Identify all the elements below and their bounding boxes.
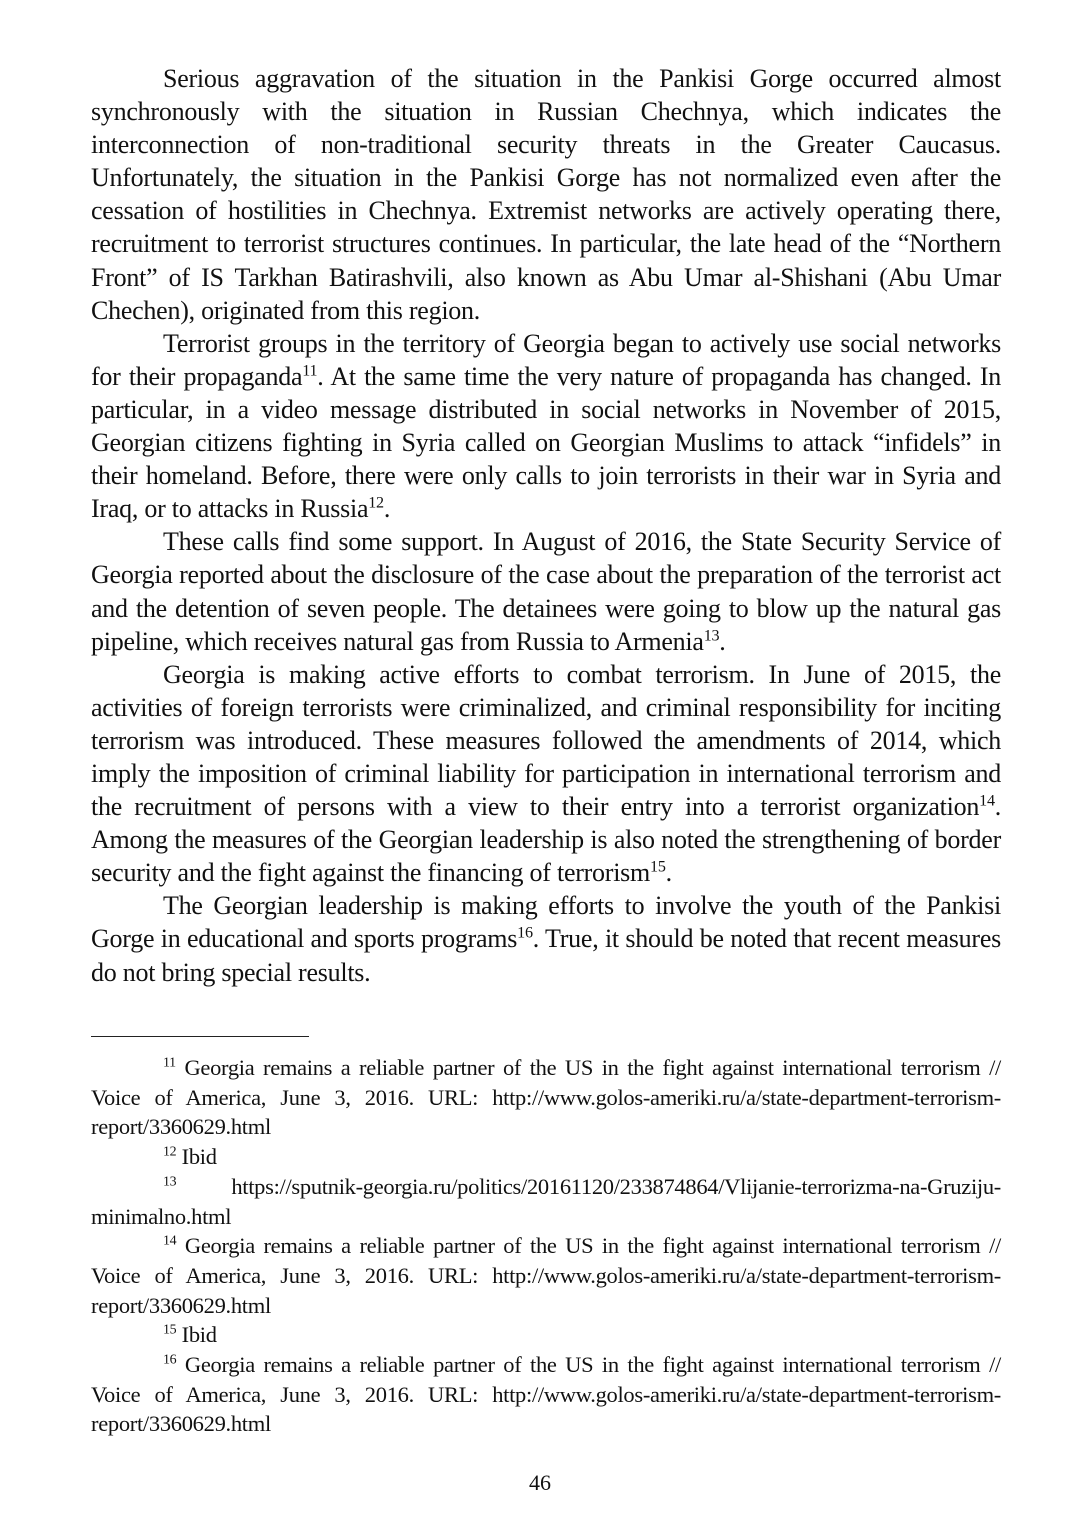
footnotes [91,1053,1001,1439]
footnote-number: 15 [163,1322,177,1338]
paragraph-3 [91,525,1001,657]
footnote-text: https://sputnik-georgia.ru/politics/20161120/233874864/Vlijanie-terrorizma-na-Gruziju-minimalno.html [91,1173,1001,1229]
footnote-16 [91,1350,1001,1439]
footnote-number: 12 [163,1144,177,1160]
footnote-ref-14[interactable]: 14 [979,792,995,810]
paragraph-1-text: Serious aggravation of the situation in the Pankisi Gorge occurred almost synchronously with the situation in Russian Chechnya, which indicates the interconnection of non-traditional security threats in the Greater Caucasus. Unfortunately, the situation in the Pankisi Gorge has not normalized even after the cessation of hostilities in Chechnya. Extremist networks are actively operating there, recruitment to terrorist structures continues. In particular, the late head of the “Northern Front” of IS Tarkhan Batirashvili, also known as Abu Umar al-Shishani (Abu Umar Chechen), originated from this region. [91,64,1001,325]
paragraph-3-text-a: These calls find some support. In August of 2016, the State Security Service of Georgia reported about the disclosure of the case about the preparation of the terrorist act and the detention of seven people. The detainees were going to blow up the natural gas pipeline, which receives natural gas from Russia to Armenia [91,527,1001,656]
footnote-11 [91,1053,1001,1142]
paragraph-5-text-a: The Georgian leadership is making efforts to involve the youth of the Pankisi Gorge in educational and sports programs [91,891,1001,954]
footnote-15 [91,1320,1001,1350]
paragraph-2-text-a: Terrorist groups in the territory of Georgia began to actively use social networks for their propaganda [91,328,1001,391]
footnote-divider [91,1036,309,1037]
paragraph-2 [91,327,1001,526]
paragraph-4-text-c: . [665,858,672,888]
footnote-13 [91,1172,1001,1231]
paragraph-5-text-b: . True, it should be noted that recent measures do not bring special results. [91,924,1001,987]
footnote-text: Georgia remains a reliable partner of the US in the fight against international terrorism // Voice of America, June 3, 2016. URL: http://www.golos-ameriki.ru/a/state-department-terrorism-report/3360629.html [91,1055,1001,1140]
page-number: 46 [529,1470,551,1495]
footnote-14 [91,1231,1001,1320]
paragraph-4 [91,658,1001,890]
footnote-ref-13[interactable]: 13 [703,626,720,644]
footnote-number: 13 [163,1174,177,1190]
paragraph-4-text-a: Georgia is making active efforts to combat terrorism. In June of 2015, the activities of foreign terrorists were criminalized, and criminal responsibility for inciting terrorism was introduced. These measures followed the amendments of 2014, which imply the imposition of criminal liability for participation in international terrorism and the recruitment of persons with a view to their entry into a terrorist organization [91,659,1001,822]
paragraph-5 [91,889,1001,988]
footnote-ref-11[interactable]: 11 [302,362,318,380]
paragraph-2-text-b: . At the same time the very nature of propaganda has changed. In particular, in a video message distributed in social networks in November of 2015, Georgian citizens fighting in Syria called on Georgian Muslims to attack “infidels” in their homeland. Before, there were only calls to join terrorists in their war in Syria and Iraq, or to attacks in Russia [91,361,1001,524]
footnote-12 [91,1142,1001,1172]
paragraph-1 [91,62,1001,327]
paragraph-4-text-b: . Among the measures of the Georgian leadership is also noted the strengthening of border security and the fight against the financing of terrorism [91,792,1001,888]
main-text [91,62,1001,989]
footnote-text: Ibid [176,1144,217,1170]
paragraph-3-text-b: . [719,626,726,656]
footnote-number: 14 [163,1233,177,1249]
footnote-ref-12[interactable]: 12 [368,494,384,512]
footnote-ref-15[interactable]: 15 [650,858,666,876]
footnote-text: Georgia remains a reliable partner of the US in the fight against international terrorism // Voice of America, June 3, 2016. URL: http://www.golos-ameriki.ru/a/state-department-terrorism-report/3360629.html [91,1352,1001,1437]
footnote-text: Georgia remains a reliable partner of the US in the fight against international terrorism // Voice of America, June 3, 2016. URL: http://www.golos-ameriki.ru/a/state-department-terrorism-report/3360629.html [91,1233,1001,1318]
paragraph-2-text-c: . [383,494,391,524]
footnote-ref-16[interactable]: 16 [517,924,533,942]
footnote-number: 16 [163,1352,177,1368]
footnote-number: 11 [163,1055,176,1071]
footnote-text: Ibid [176,1322,217,1348]
